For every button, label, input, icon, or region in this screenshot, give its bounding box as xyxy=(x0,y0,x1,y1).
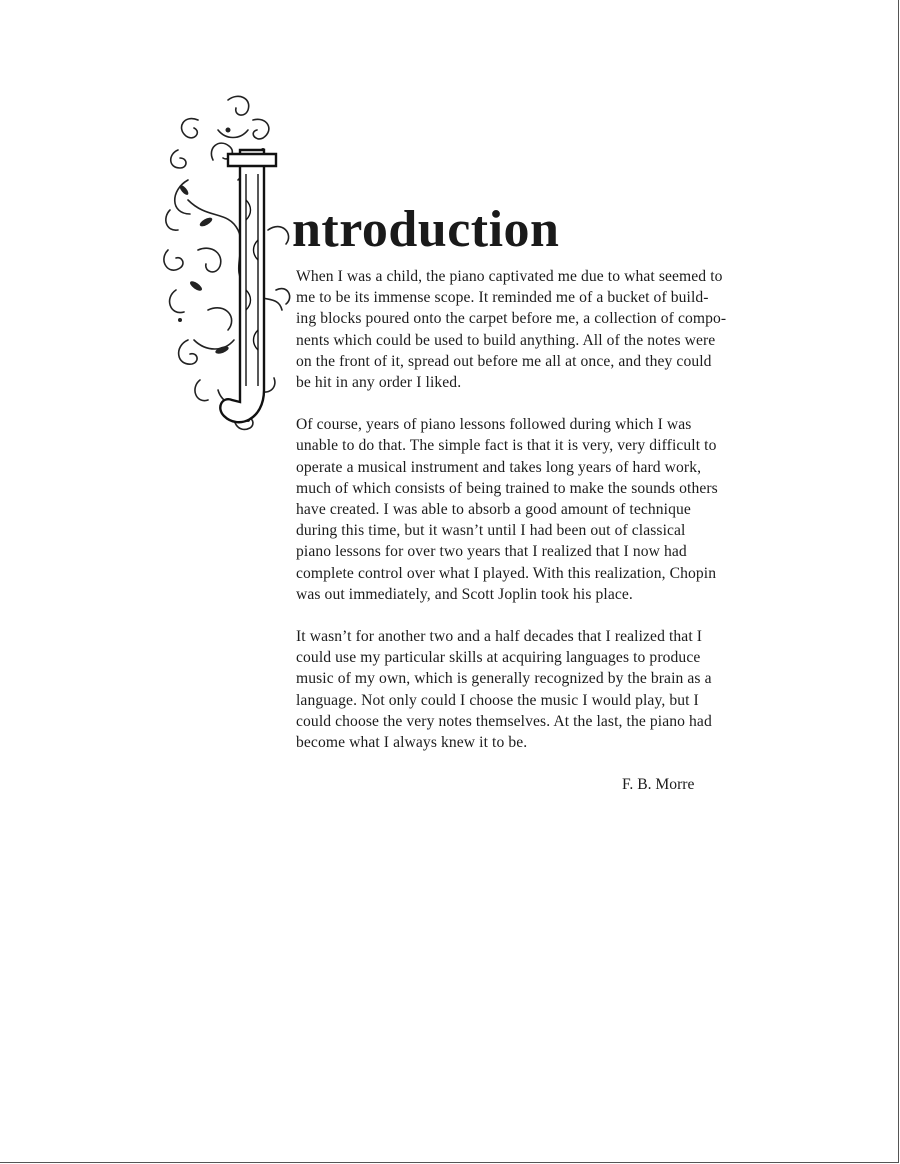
paragraph-3: It wasn’t for another two and a half decades that I realized that I could use my particular skills at acquiring languages to produce music of my own, which is generally recognized by the brain as a language. Not only could I choose the music I would play, but I could choose the very notes themselves. At the last, the piano had become what I always knew it to be. xyxy=(296,628,712,752)
page-title: ntroduction xyxy=(292,201,560,258)
drop-cap-letter: I xyxy=(250,282,254,293)
body-text xyxy=(296,266,784,774)
author-signature: F. B. Morre xyxy=(622,776,695,793)
paragraph-2: Of course, years of piano lessons followed during which I was unable to do that. The simple fact is that it is very, very difficult to operate a musical instrument and takes long years of hard work, much of which consists of being trained to make the sounds others have created. I was able to absorb a good amount of technique during this time, but it wasn’t until I had been out of classical piano lessons for over two years that I realized that I now had complete control over what I played. With this realization, Chopin was out immediately, and Scott Joplin took his place. xyxy=(296,416,718,603)
flourish-ornament-icon xyxy=(158,90,298,450)
ornamental-drop-cap xyxy=(158,90,298,450)
paragraph-1: When I was a child, the piano captivated me due to what seemed to me to be its immense scope. It reminded me of a bucket of build- ing blocks poured onto the carpet before me, a collection of compo- nents which could be used to build anything. All of the notes were on the front of it, spread out before me all at once, and they could be hit in any order I liked. xyxy=(296,268,727,392)
